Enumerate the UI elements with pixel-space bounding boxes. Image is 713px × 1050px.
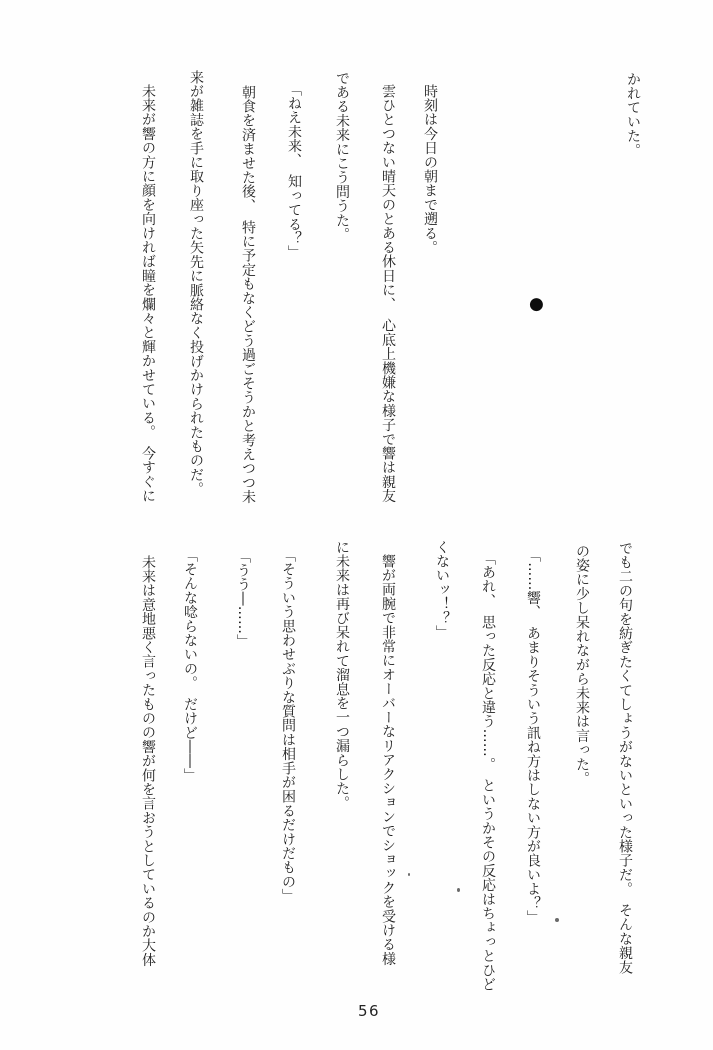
vertical-text-line: かれていた。	[625, 72, 641, 158]
vertical-text-line: くないッ！？」	[434, 540, 450, 640]
vertical-text-line: である未来にこう問うた。	[334, 71, 350, 242]
vertical-text-line: 未来は意地悪く言ったものの響が何を言おうとしているのか大体	[140, 555, 156, 967]
vertical-text-line: の姿に少し呆れながら未来は言った。	[574, 544, 590, 786]
vertical-text-line: 朝食を済ませた後、 特に予定もなくどう過ごそうかと考えつつ未	[240, 85, 256, 504]
vertical-text-line: 「ねえ未来、 知ってる？」	[286, 82, 302, 260]
vertical-text-line: 「そういう思わせぶりな質問は相手が困るだけだもの」	[280, 548, 296, 903]
vertical-text-line: 来が雑誌を手に取り座った矢先に脈絡なく投げかけられたものだ。	[188, 70, 204, 496]
vertical-text-line: 「……響、 あまりそういう訊ね方はしない方が良いよ？」	[525, 548, 541, 925]
vertical-text-line: でも二の句を紡ぎたくてしょうがないといった様子だ。 そんな親友	[617, 541, 633, 975]
page-number: 56	[358, 1002, 381, 1020]
vertical-text-line: 「うう―……」	[235, 549, 251, 649]
scan-speck	[457, 888, 460, 892]
scan-speck	[408, 873, 410, 876]
vertical-text-line: 時刻は今日の朝まで遡る。	[422, 84, 438, 255]
vertical-text-line: に未来は再び呆れて溜息を一つ漏らした。	[334, 540, 350, 810]
vertical-text-line: 響が両腕で非常にオーバーなリアクションでショックを受ける様	[380, 554, 396, 966]
vertical-text-line: 雲ひとつない晴天のとある休日に、 心底上機嫌な様子で響は親友	[380, 84, 396, 503]
vertical-text-line: 未来が響の方に顔を向ければ瞳を爛々と輝かせている。 今すぐに	[140, 84, 156, 503]
vertical-text-line: 「そんな唸らないの。 だけど――」	[182, 548, 198, 783]
scene-break-bullet: ●	[529, 294, 544, 314]
scan-speck	[555, 918, 559, 922]
vertical-text-line: 「あれ、 思った反応と違う……。 というかその反応はちょっとひど	[480, 551, 496, 992]
